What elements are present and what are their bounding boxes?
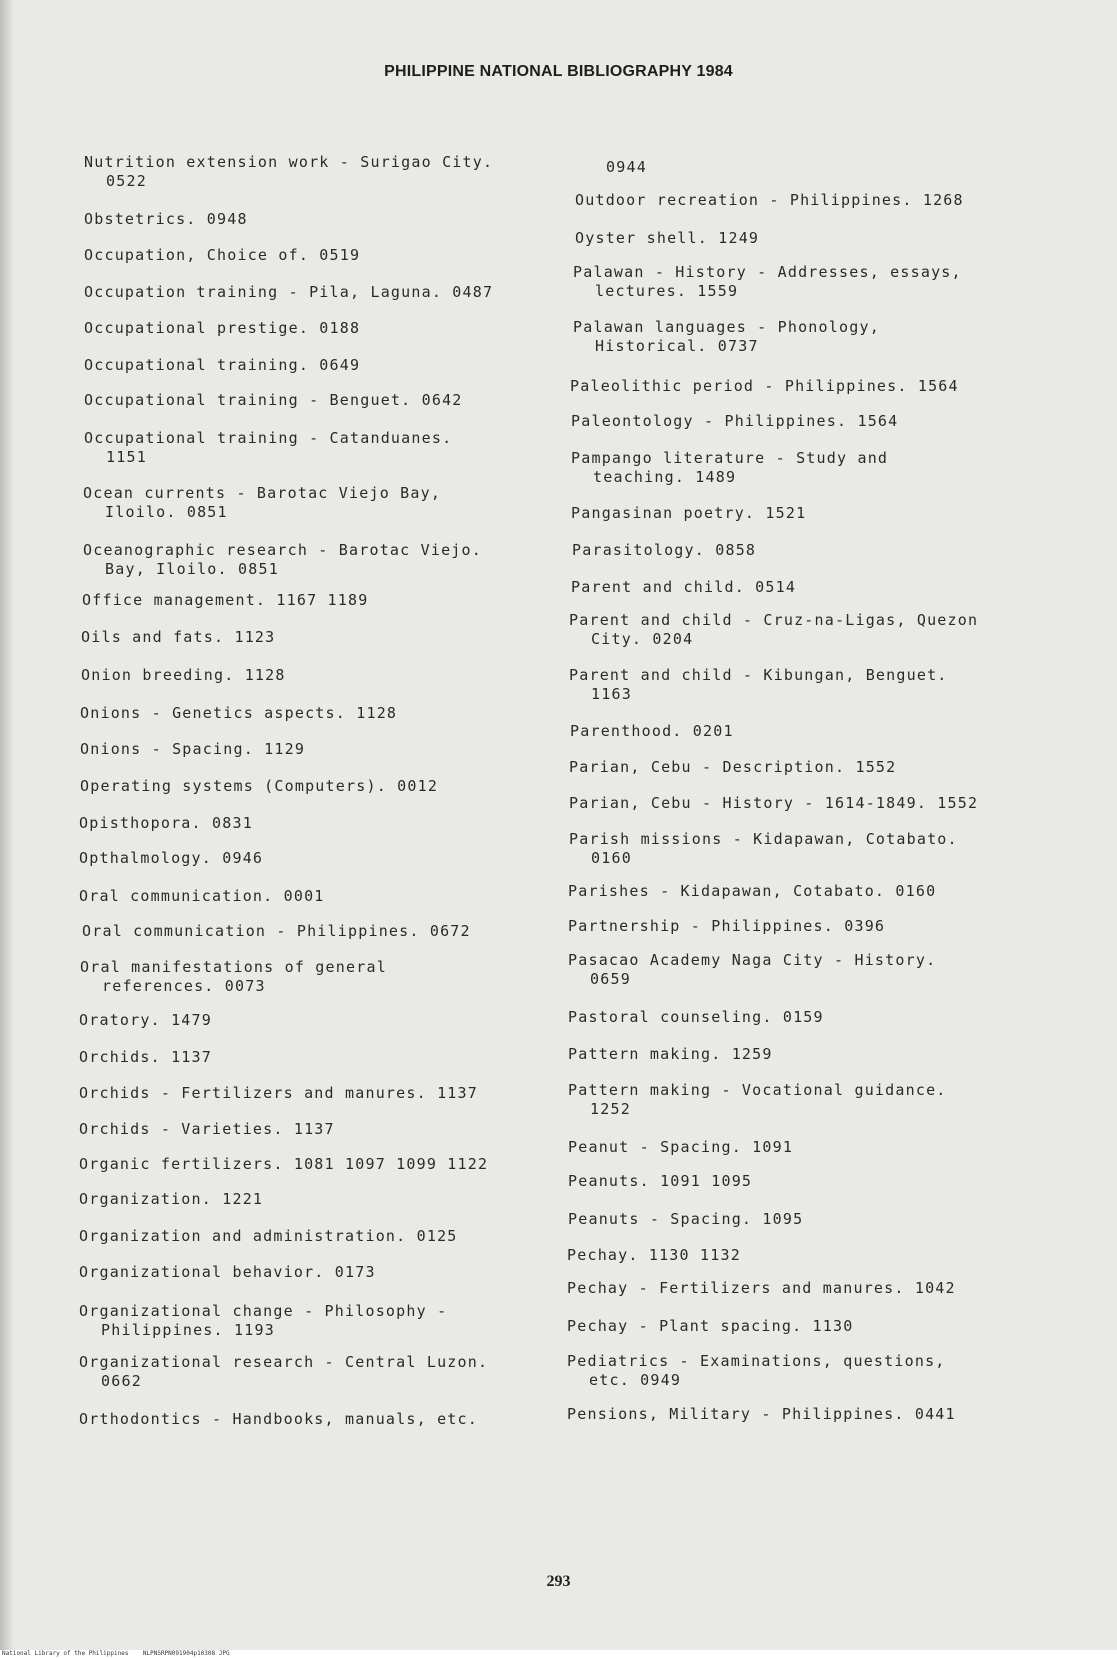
left-index-entry [79,1048,212,1067]
entry-heading: Peanut - Spacing. 1091 [568,1138,794,1156]
right-index-entry [568,1138,793,1157]
entry-continuation: teaching. 1489 [593,468,737,486]
left-index-entry [80,777,438,796]
entry-continuation: Bay, Iloilo. 0851 [105,560,279,578]
entry-heading: Pediatrics - Examinations, questions, [567,1352,946,1370]
entry-heading: Parian, Cebu - Description. 1552 [569,758,897,776]
entry-heading: Parasitology. 0858 [572,541,757,559]
right-index-entry [571,449,888,487]
entry-heading: Oral manifestations of general [80,958,387,976]
entry-heading: Opisthopora. 0831 [79,814,253,832]
left-index-entry [79,849,263,868]
entry-heading: Oratory. 1479 [79,1011,212,1029]
right-index-entry [568,1081,947,1119]
entry-heading: Parishes - Kidapawan, Cotabato. 0160 [568,882,937,900]
left-index-entry [84,153,493,191]
entry-heading: Organizational change - Philosophy - [79,1302,448,1320]
entry-heading: Parent and child - Kibungan, Benguet. [569,666,948,684]
right-index-entry [569,666,948,704]
entry-continuation: etc. 0949 [589,1371,682,1389]
entry-heading: Pechay - Fertilizers and manures. 1042 [567,1279,956,1297]
left-index-entry [79,1190,263,1209]
left-index-entry [83,484,441,522]
left-index-entry [79,1263,376,1282]
right-index-entry [573,318,880,356]
left-index-entry [79,1084,478,1103]
entry-heading: Occupational training - Benguet. 0642 [84,391,463,409]
entry-heading: Pattern making. 1259 [568,1045,773,1063]
right-index-entry [568,951,936,989]
entry-heading: Onion breeding. 1128 [81,666,286,684]
right-index-entry [575,191,964,210]
right-index-entry [571,504,806,523]
right-index-entry [571,412,898,431]
right-index-entry [573,263,962,301]
entry-heading: Organizational research - Central Luzon. [79,1353,489,1371]
entry-continuation: Philippines. 1193 [101,1321,275,1339]
left-index-entry [80,958,387,996]
left-index-entry [81,628,275,647]
entry-heading: Nutrition extension work - Surigao City. [84,153,494,171]
entry-heading: Occupational prestige. 0188 [84,319,361,337]
left-index-entry [79,1410,478,1429]
entry-heading: Parent and child - Cruz-na-Ligas, Quezon [569,611,979,629]
entry-heading: Orchids - Fertilizers and manures. 1137 [79,1084,478,1102]
entry-heading: Obstetrics. 0948 [84,210,248,228]
entry-continuation: 0160 [591,849,632,867]
entry-heading: Oils and fats. 1123 [81,628,276,646]
right-index-entry [567,1279,956,1298]
entry-continuation: 1252 [590,1100,631,1118]
right-index-entry [568,1045,773,1064]
right-index-entry [567,1405,956,1424]
entry-continuation: Iloilo. 0851 [105,503,228,521]
left-index-entry [79,1227,458,1246]
right-index-entry [567,1352,946,1390]
entry-continuation: 0659 [590,970,631,988]
left-index-entry [79,1155,488,1174]
left-index-entry [84,391,463,410]
footer-caption: National Library of the Philippines NLPNSRPN091904p10308 JPG [2,1650,230,1657]
entry-heading: Parent and child. 0514 [571,578,797,596]
entry-heading: Paleolithic period - Philippines. 1564 [570,377,959,395]
entry-heading: Pangasinan poetry. 1521 [571,504,807,522]
page-title: PHILIPPINE NATIONAL BIBLIOGRAPHY 1984 [384,63,733,80]
entry-heading: Onions - Spacing. 1129 [80,740,306,758]
right-index-entry [569,758,896,777]
entry-heading: Occupational training. 0649 [84,356,361,374]
page-edge-shadow [0,0,14,1650]
right-index-entry [570,722,734,741]
right-index-entry [569,611,978,649]
entry-continuation: 0522 [106,172,147,190]
left-index-entry [79,814,253,833]
right-index-entry [569,830,958,868]
entry-heading: Organization and administration. 0125 [79,1227,458,1245]
entry-heading: Palawan - History - Addresses, essays, [573,263,962,281]
entry-heading: Paleontology - Philippines. 1564 [571,412,899,430]
left-index-entry [84,283,493,302]
left-index-entry [79,887,325,906]
entry-heading: Peanuts - Spacing. 1095 [568,1210,804,1228]
left-index-entry [83,541,482,579]
entry-heading: Pampango literature - Study and [571,449,889,467]
right-index-entry [568,882,936,901]
right-index-entry [568,917,885,936]
left-index-entry [84,429,452,467]
entry-heading: Peanuts. 1091 1095 [568,1172,753,1190]
entry-heading: Oceanographic research - Barotac Viejo. [83,541,482,559]
left-index-entry [84,356,360,375]
entry-heading: Organization. 1221 [79,1190,264,1208]
entry-heading: Opthalmology. 0946 [79,849,264,867]
left-index-entry [82,591,368,610]
left-index-entry [84,210,248,229]
left-index-entry [79,1011,212,1030]
right-index-entry [606,158,647,177]
entry-heading: Office management. 1167 1189 [82,591,369,609]
entry-heading: Pensions, Military - Philippines. 0441 [567,1405,956,1423]
entry-heading: Orthodontics - Handbooks, manuals, etc. [79,1410,478,1428]
left-index-entry [84,319,360,338]
left-index-entry [79,1120,335,1139]
right-index-entry [567,1317,853,1336]
right-index-entry [570,377,959,396]
entry-heading: Oral communication - Philippines. 0672 [82,922,471,940]
entry-heading: Outdoor recreation - Philippines. 1268 [575,191,964,209]
entry-continuation: lectures. 1559 [595,282,739,300]
entry-heading: Organic fertilizers. 1081 1097 1099 1122 [79,1155,489,1173]
left-index-entry [82,922,471,941]
entry-heading: Pechay. 1130 1132 [567,1246,741,1264]
entry-heading: Pechay - Plant spacing. 1130 [567,1317,854,1335]
entry-heading: Pastoral counseling. 0159 [568,1008,824,1026]
entry-heading: Occupational training - Catanduanes. [84,429,453,447]
left-index-entry [79,1302,447,1340]
entry-heading: Parian, Cebu - History - 1614-1849. 1552 [569,794,979,812]
right-index-entry [571,578,796,597]
right-index-entry [567,1246,741,1265]
entry-continuation: 1163 [591,685,632,703]
entry-heading: Oral communication. 0001 [79,887,325,905]
right-column [567,0,1050,1658]
entry-heading: Operating systems (Computers). 0012 [80,777,439,795]
entry-heading: Organizational behavior. 0173 [79,1263,376,1281]
left-index-entry [79,1353,488,1391]
entry-heading: Occupation, Choice of. 0519 [84,246,361,264]
entry-continuation: 1151 [106,448,147,466]
entry-heading: Ocean currents - Barotac Viejo Bay, [83,484,442,502]
entry-heading: Orchids - Varieties. 1137 [79,1120,335,1138]
entry-heading: Parenthood. 0201 [570,722,734,740]
left-index-entry [84,246,360,265]
entry-heading: Onions - Genetics aspects. 1128 [80,704,398,722]
page-number: 293 [546,1573,571,1590]
entry-continuation: City. 0204 [591,630,694,648]
entry-heading: Orchids. 1137 [79,1048,212,1066]
left-index-entry [80,704,397,723]
left-column [79,0,569,1658]
right-index-entry [575,229,759,248]
entry-continuation: Historical. 0737 [595,337,759,355]
entry-heading: 0944 [606,158,647,176]
entry-continuation: 0662 [101,1372,142,1390]
left-index-entry [81,666,286,685]
right-index-entry [568,1008,824,1027]
right-index-entry [569,794,978,813]
entry-heading: Pattern making - Vocational guidance. [568,1081,947,1099]
entry-heading: Palawan languages - Phonology, [573,318,880,336]
right-index-entry [568,1210,803,1229]
right-index-entry [572,541,756,560]
entry-continuation: references. 0073 [102,977,266,995]
left-index-entry [80,740,305,759]
right-index-entry [568,1172,752,1191]
entry-heading: Parish missions - Kidapawan, Cotabato. [569,830,958,848]
entry-heading: Oyster shell. 1249 [575,229,760,247]
entry-heading: Occupation training - Pila, Laguna. 0487 [84,283,494,301]
entry-heading: Pasacao Academy Naga City - History. [568,951,937,969]
entry-heading: Partnership - Philippines. 0396 [568,917,886,935]
